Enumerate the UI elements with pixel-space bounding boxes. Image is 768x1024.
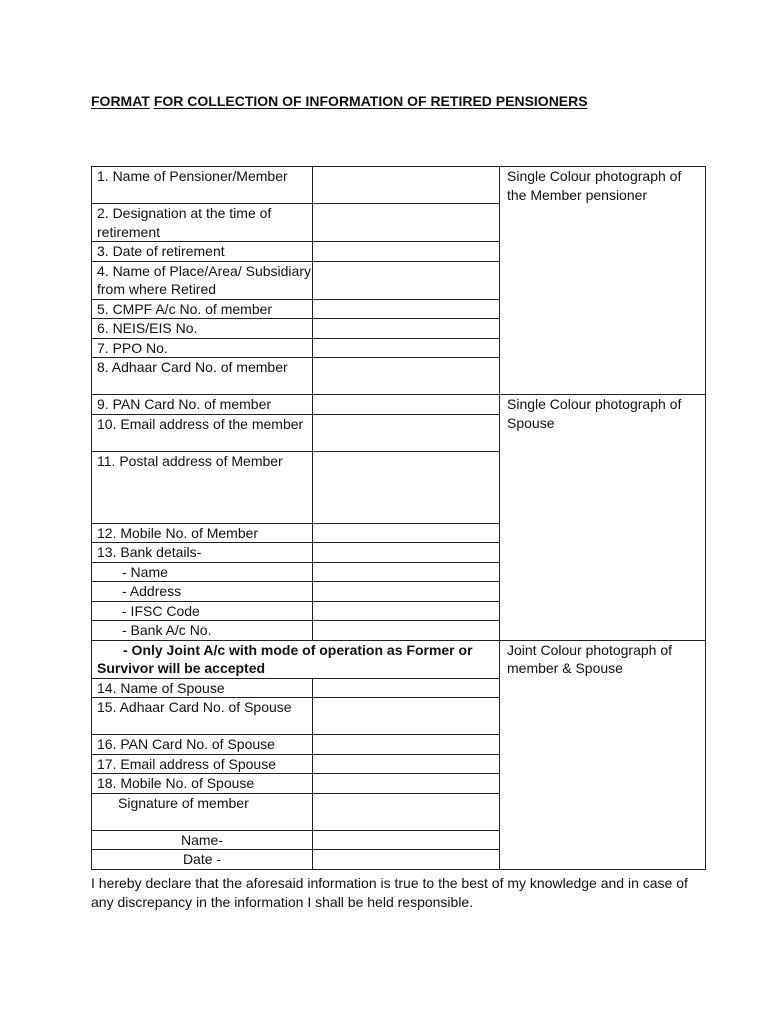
spouse-photo-box[interactable]: Single Colour photograph of Spouse (500, 395, 706, 641)
label-signature: Signature of member (92, 793, 313, 830)
input-adhaar-spouse[interactable] (313, 698, 500, 735)
input-ifsc-code[interactable] (313, 601, 500, 621)
label-name: Name- (92, 830, 313, 850)
label-pan-spouse: 16. PAN Card No. of Spouse (92, 735, 313, 755)
declaration-text: I hereby declare that the aforesaid information is true to the best of my knowledge and in case of any discrepancy in the information I shall be held responsible. (91, 875, 688, 910)
input-date[interactable] (313, 850, 500, 870)
input-mobile-member[interactable] (313, 523, 500, 543)
label-pan-member: 9. PAN Card No. of member (92, 395, 313, 415)
input-pensioner-name[interactable] (313, 167, 500, 204)
label-email-member: 10. Email address of the member (92, 414, 313, 451)
label-designation: 2. Designation at the time of retirement (92, 204, 313, 242)
input-neis-eis-no[interactable] (313, 319, 500, 339)
input-pan-member[interactable] (313, 395, 500, 415)
label-spouse-name: 14. Name of Spouse (92, 678, 313, 698)
label-mobile-member: 12. Mobile No. of Member (92, 523, 313, 543)
label-bank-ac-no: - Bank A/c No. (92, 621, 313, 641)
input-bank-address[interactable] (313, 582, 500, 602)
input-bank-details[interactable] (313, 543, 500, 563)
joint-photo-box[interactable]: Joint Colour photograph of member & Spouse (500, 640, 706, 869)
input-designation[interactable] (313, 204, 500, 242)
input-spouse-name[interactable] (313, 678, 500, 698)
input-date-of-retirement[interactable] (313, 242, 500, 262)
form-title (91, 93, 588, 109)
joint-account-note (92, 640, 500, 678)
input-signature[interactable] (313, 793, 500, 830)
label-mobile-spouse: 18. Mobile No. of Spouse (92, 774, 313, 794)
title-rest: FOR COLLECTION OF INFORMATION OF RETIRED PENSIONERS (153, 93, 588, 109)
label-ppo-no: 7. PPO No. (92, 338, 313, 358)
input-bank-ac-no[interactable] (313, 621, 500, 641)
label-bank-name: - Name (92, 562, 313, 582)
input-adhaar-member[interactable] (313, 358, 500, 395)
label-email-spouse: 17. Email address of Spouse (92, 754, 313, 774)
input-ppo-no[interactable] (313, 338, 500, 358)
member-photo-box[interactable]: Single Colour photograph of the Member pensioner (500, 167, 706, 395)
input-pan-spouse[interactable] (313, 735, 500, 755)
input-email-member[interactable] (313, 414, 500, 451)
label-pensioner-name: 1. Name of Pensioner/Member (92, 167, 313, 204)
table-row (92, 395, 706, 415)
label-place-area: 4. Name of Place/Area/ Subsidiary from where Retired (92, 261, 313, 299)
label-bank-details: 13. Bank details- (92, 543, 313, 563)
input-email-spouse[interactable] (313, 754, 500, 774)
label-date: Date - (92, 850, 313, 870)
label-cmpf-no: 5. CMPF A/c No. of member (92, 299, 313, 319)
input-place-area[interactable] (313, 261, 500, 299)
title-format: FORMAT (91, 93, 150, 109)
label-adhaar-member: 8. Adhaar Card No. of member (92, 358, 313, 395)
input-postal-address[interactable] (313, 451, 500, 523)
joint-account-note-text: - Only Joint A/c with mode of operation as Former or Survivor will be accepted (97, 641, 473, 676)
input-mobile-spouse[interactable] (313, 774, 500, 794)
label-ifsc-code: - IFSC Code (92, 601, 313, 621)
input-name[interactable] (313, 830, 500, 850)
label-adhaar-spouse: 15. Adhaar Card No. of Spouse (92, 698, 313, 735)
label-date-of-retirement: 3. Date of retirement (92, 242, 313, 262)
table-row (92, 640, 706, 678)
label-postal-address: 11. Postal address of Member (92, 451, 313, 523)
label-neis-eis-no: 6. NEIS/EIS No. (92, 319, 313, 339)
input-bank-name[interactable] (313, 562, 500, 582)
input-cmpf-no[interactable] (313, 299, 500, 319)
table-row (92, 167, 706, 204)
label-bank-address: - Address (92, 582, 313, 602)
pensioner-form-table (91, 166, 706, 870)
